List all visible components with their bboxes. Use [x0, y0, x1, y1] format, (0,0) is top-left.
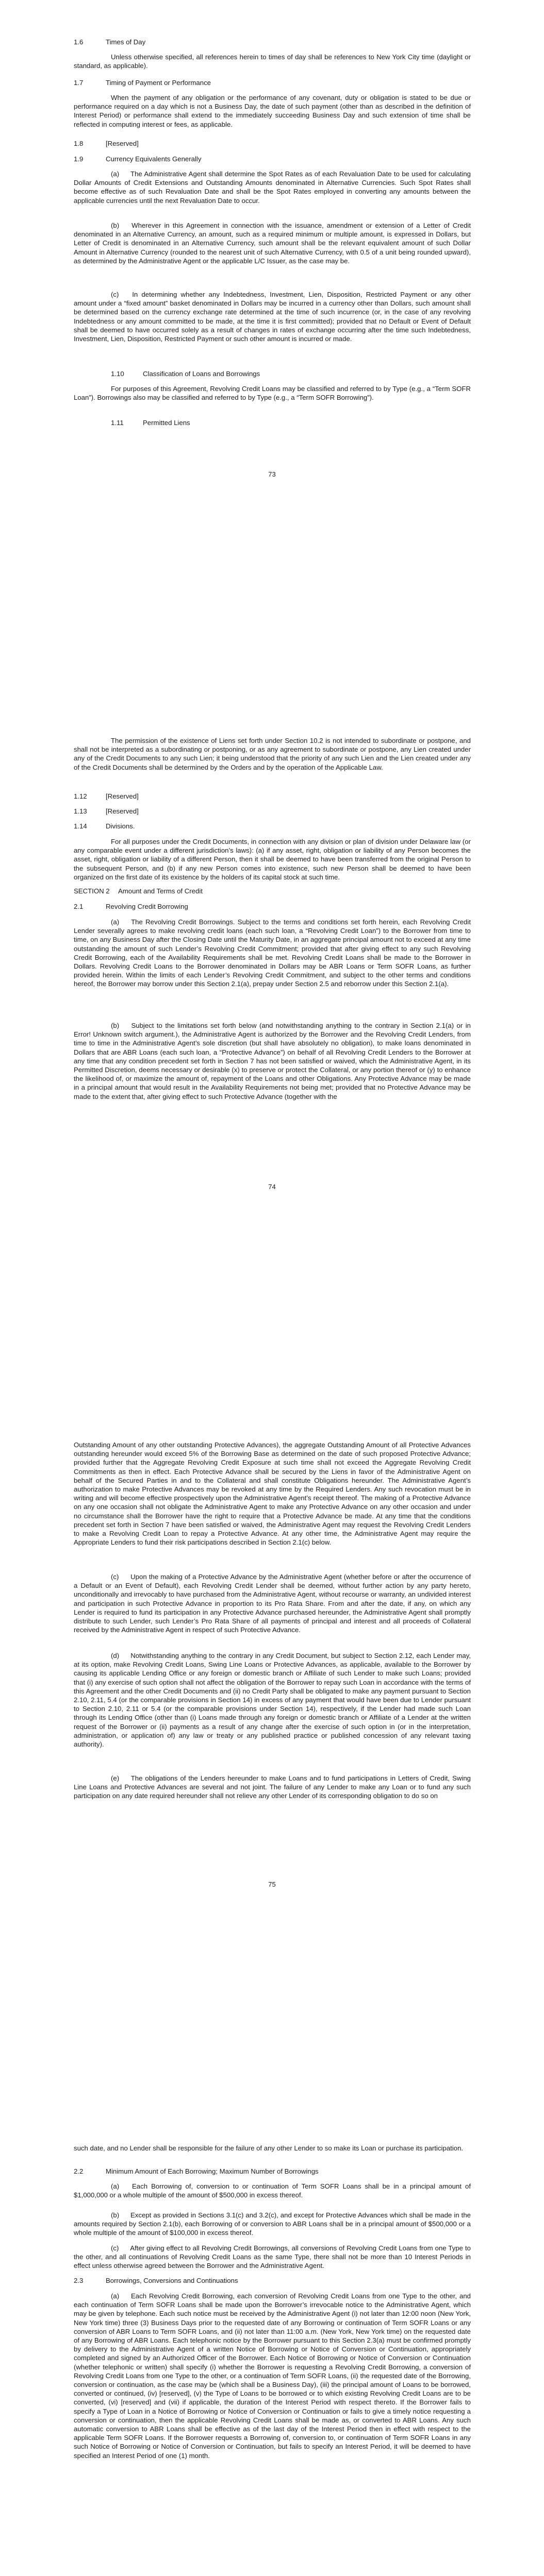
section-heading: [74, 822, 135, 831]
paragraph: When the payment of any obligation or the performance of any covenant, duty or obligation is stated to be due or performance required on a day which is not a Business Day, the date of such payment (other than as described in the definition of Interest Period) or performance shall extend to the immediately succeeding Business Day and such extension of time shall be reflected in computing interest or fees, as applicable.: [74, 94, 471, 128]
paragraph-label: (b): [111, 222, 120, 229]
paragraph: [74, 221, 471, 265]
page-75: [0, 1406, 544, 2110]
section-number: 1.9: [74, 155, 84, 163]
section-title: Permitted Liens: [143, 419, 190, 427]
paragraph-text: Each Revolving Credit Borrowing, each conversion of Revolving Credit Loans from one Type to the other, and each continuation of Term SOFR Loans shall be made upon the Borrower’s irrevocable notice to the Administrative Agent, which may be given by telephone. Each such notice must be received by the Administrative Agent (i) not later than 12:00 noon (New York, New York time) three (3) Business Days prior to the requested date of any Borrowing or continuation of Term SOFR Loans or any conversion of ABR Loans to Term SOFR Loans, and (ii) not later than 11:00 a.m. (New York, New York time) on the requested date of any Borrowing of ABR Loans. Each telephonic notice by the Borrower pursuant to this Section 2.3(a) must be confirmed promptly by delivery to the Administrative Agent of a written Notice of Borrowing or Notice of Conversion or Continuation, appropriately completed and signed by an Authorized Officer of the Borrower. Each Notice of Borrowing or Notice of Conversion or Continuation (whether telephonic or written) shall specify (i) whether the Borrower is requesting a Revolving Credit Borrowing, a conversion of Revolving Credit Loans from one Type to the other, or a continuation of Term SOFR Loans, (ii) the requested date of the Borrowing, conversion or continuation, as the case may be (which shall be a Business Day), (iii) the principal amount of Loans to be borrowed, converted or continued, (iv) [reserved], (v) the Type of Loans to be borrowed or to which existing Revolving Credit Loans are to be converted, (vi) [reserved] and (vii) if applicable, the duration of the Interest Period with respect thereto. If the Borrower fails to specify a Type of Loan in a Notice of Borrowing or Notice of Conversion or Continuation or fails to give a timely notice requesting a conversion or continuation, then the applicable Revolving Credit Loans shall be made as, or converted to ABR Loans. Any such automatic conversion to ABR Loans shall be effective as of the last day of the Interest Period then in effect with respect to the applicable Term SOFR Loans. If the Borrower requests a Borrowing of, conversion to, or continuation of Term SOFR Loans in any such Notice of Borrowing or Notice of Conversion or Continuation, but fails to specify an Interest Period, it will be deemed to have specified an Interest Period of one (1) month.: [74, 2292, 471, 2460]
section-title: Times of Day: [106, 38, 146, 46]
paragraph-label: (a): [111, 2182, 120, 2190]
section-title: Divisions.: [106, 822, 135, 830]
section-number: 1.6: [74, 38, 84, 46]
section-title: [Reserved]: [106, 792, 139, 800]
paragraph-label: (e): [111, 1774, 120, 1782]
section-heading: [111, 369, 260, 378]
section-number: 1.12: [74, 792, 87, 800]
section-number: 2.2: [74, 2167, 84, 2175]
section-number: 1.10: [111, 370, 124, 378]
section-title: [Reserved]: [106, 807, 139, 815]
section-number: 1.14: [74, 822, 87, 830]
paragraph: [74, 290, 471, 343]
page-73: [0, 0, 544, 703]
paragraph-text: Upon the making of a Protective Advance by the Administrative Agent (whether before or after the occurrence of a Default or an Event of Default), each Revolving Credit Lender shall be deemed, without further action by any party hereto, unconditionally and irrevocably to have purchased from the Administrative Agent, without recourse or warranty, an undivided interest and participation in such Protective Advance in proportion to its Pro Rata Share. From and after the date, if any, on which any Lender is required to fund its participation in any Protective Advance purchased hereunder, the Administrative Agent shall promptly distribute to such Lender, such Lender’s Pro Rata Share of all payments of principal and interest and all proceeds of Collateral received by the Administrative Agent in respect of such Protective Advance.: [74, 1573, 471, 1634]
paragraph-label: (d): [111, 1652, 120, 1659]
paragraph: [74, 1651, 471, 1749]
section-heading: [74, 792, 139, 801]
paragraph: [74, 1021, 471, 1101]
paragraph-text: Subject to the limitations set forth below (and notwithstanding anything to the contrary in Section 2.1(a) or in Error! Unknown switch argument.), the Administrative Agent is authorized by the Borrower and the Revolving Credit Lenders, from time to time in the Administrative Agent’s sole discretion (but shall have absolutely no obligation), to make loans denominated in Dollars that are ABR Loans (each such loan, a “Protective Advance”) on behalf of all Revolving Credit Lenders to the Borrower at any time that any condition precedent set forth in Section 7 has not been satisfied or waived, which the Administrative Agent, in its Permitted Discretion, deems necessary or desirable (x) to preserve or protect the Collateral, or any portion thereof or (y) to enhance the likelihood of, or maximize the amount of, repayment of the Loans and other Obligations. Any Protective Advance may be made in a principal amount that would result in the Availability Requirements not being met; provided that no Protective Advance may be made to the extent that, after giving effect to such Protective Advance (together with the: [74, 1022, 471, 1100]
section-number: 2.3: [74, 2277, 84, 2284]
paragraph-text: In determining whether any Indebtedness, Investment, Lien, Disposition, Restricted Payment or any other amount under a “fixed amount” basket denominated in Dollars may be incurred in a currency other than Dollars, such amount shall be determined based on the currency exchange rate determined at the time of such incurrence (or, in the case of any revolving Indebtedness or any amount committed to be made, at the time it is first committed); provided that no Default or Event of Default shall be deemed to have occurred solely as a result of changes in rates of exchange occurring after the time such Indebtedness, Investment, Lien, Disposition, Restricted Payment or such other amount is incurred or made.: [74, 291, 471, 343]
paragraph: For purposes of this Agreement, Revolving Credit Loans may be classified and referred to by Type (e.g., a “Term SOFR Loan”). Borrowings also may be classified and referred to by Type (e.g., a “Term SOFR Borrowing”).: [74, 385, 471, 402]
paragraph-label: (a): [111, 2292, 120, 2300]
paragraph: [74, 2244, 471, 2270]
section-number: 1.8: [74, 140, 84, 147]
page-number: 74: [268, 1183, 276, 1191]
section-heading: [74, 2276, 238, 2285]
section-heading: [74, 139, 139, 148]
paragraph-text: Wherever in this Agreement in connection with the issuance, amendment or extension of a Letter of Credit denominated in an Alternative Currency, an amount, such as a required minimum or multiple amount, is expressed in Dollars, but Letter of Credit is denominated in an Alternative Currency, such amount shall be the relevant equivalent amount of such Dollar Amount in Alternative Currency (rounded to the nearest unit of such Alternative Currency, with 0.5 of a unit being rounded upward), as determined by the Administrative Agent or the applicable L/C Issuer, as the case may be.: [74, 222, 471, 265]
section-heading: [111, 418, 190, 427]
paragraph-text: Notwithstanding anything to the contrary in any Credit Document, but subject to Section 2.12, each Lender may, at its option, make Revolving Credit Loans, Swing Line Loans or Protective Advances, as applicable, available to the Borrower by causing its applicable Lending Office or any foreign or domestic branch or Affiliate of such Lender to make such Loans; provided that (i) any exercise of such option shall not affect the obligation of the Borrower to repay such Loan in accordance with the terms of this Agreement and the other Credit Documents and (ii) no Credit Party shall be obligated to make any payment pursuant to Section 2.10, 2.11, 5.4 (or the comparable provisions in Section 14) in excess of any payment that would have been due to Lender pursuant to Section 2.10, 2.11 or 5.4 (or the comparable provisions under Section 14), respectively, if the Lender had made such Loan through its Lending Office (other than (i) Loans made through any foreign or domestic branch or Affiliate of a Lender at the written request of the Borrower or (ii) payments as a result of any change after the exercise of such option in (or in the interpretation, administration, or application of) any law or treaty or any published practice or published concession of any relevant taxing authority).: [74, 1652, 471, 1749]
paragraph: [74, 2182, 471, 2199]
paragraph: The permission of the existence of Liens set forth under Section 10.2 is not intended to subordinate or postpone, and shall not be interpreted as a subordinating or postponing, or as any agreement to subordinate or postpone, any Lien created under any of the Credit Documents to any such Lien; it being understood that the priority of any such Lien and the Lien created under any of the Credit Documents shall be determined by the Orders and by the operation of the Applicable Law.: [74, 737, 471, 771]
paragraph-label: (a): [111, 170, 120, 178]
paragraph: [74, 1774, 471, 1801]
paragraph: [74, 918, 471, 989]
paragraph: For all purposes under the Credit Documents, in connection with any division or plan of division under Delaware law (or any comparable event under a different jurisdiction’s laws): (a) if any asset, right, obligation or liability of any Person becomes the asset, right, obligation or liability of a different Person, then it shall be deemed to have been transferred from the original Person to the subsequent Person, and (b) if any new Person comes into existence, such new Person shall be deemed to have been organized on the first date of its existence by the holders of its capital stock at such time.: [74, 838, 471, 881]
paragraph: [74, 170, 471, 205]
section-title: Borrowings, Conversions and Continuations: [106, 2277, 238, 2284]
section-heading: [74, 78, 211, 87]
paragraph-text: Except as provided in Sections 3.1(c) and 3.2(c), and except for Protective Advances which shall be made in the amounts required by Section 2.1(b), each Borrowing of or conversion to ABR Loans shall be in a principal amount of $500,000 or a whole multiple of the amount of $100,000 in excess thereof.: [74, 2211, 471, 2237]
section-number: SECTION 2: [74, 887, 110, 895]
paragraph: such date, and no Lender shall be responsible for the failure of any other Lender to so make its Loan or purchase its participation.: [74, 2144, 464, 2152]
section-number: 2.1: [74, 903, 84, 910]
section-title: Classification of Loans and Borrowings: [143, 370, 260, 378]
paragraph-text: After giving effect to all Revolving Credit Borrowings, all conversions of Revolving Credit Loans from one Type to the other, and all continuations of Revolving Credit Loans as the same Type, there shall not be more than 10 Interest Periods in effect unless otherwise agreed between the Borrower and the Administrative Agent.: [74, 2244, 471, 2270]
section-heading: [74, 902, 188, 911]
section-number: 1.7: [74, 79, 84, 87]
paragraph-label: (b): [111, 1022, 120, 1029]
paragraph: [74, 2211, 471, 2238]
page-number: 73: [268, 470, 276, 478]
paragraph-text: The Revolving Credit Borrowings. Subject to the terms and conditions set forth herein, each Revolving Credit Lender severally agrees to make revolving credit loans (each such loan, a “Revolving Credit Loan”) to the Borrower from time to time, on any Business Day after the Closing Date until the Maturity Date, in an aggregate principal amount not to exceed at any time outstanding the amount of such Lender’s Revolving Credit Commitment; provided that after giving effect to any such Revolving Credit Borrowing, each of the Availability Requirements shall be met. Revolving Credit Loans shall be made to the Borrower in Dollars. Revolving Credit Loans to the Borrower denominated in Dollars may be ABR Loans or Term SOFR Loans, as further provided herein. Within the limits of each Lender’s Revolving Credit Commitment, and subject to the other terms and conditions hereof, the Borrower may borrow under this Section 2.1(a), prepay under Section 2.5 and reborrow under this Section 2.1(a).: [74, 918, 471, 988]
section-heading: [74, 887, 203, 895]
page-76: [0, 2110, 544, 2576]
paragraph: [74, 2292, 471, 2460]
paragraph-text: The obligations of the Lenders hereunder to make Loans and to fund participations in Letters of Credit, Swing Line Loans and Protective Advances are several and not joint. The failure of any Lender to make any Loan or to fund any such participation on any date required hereunder shall not relieve any other Lender of its corresponding obligation to do so on: [74, 1774, 471, 1800]
section-title: [Reserved]: [106, 140, 139, 147]
paragraph: Outstanding Amount of any other outstanding Protective Advances), the aggregate Outstanding Amount of all Protective Advances outstanding hereunder would exceed 5% of the Borrowing Base as determined on the date of such proposed Protective Advance; provided further that the Aggregate Revolving Credit Exposure at such time shall not exceed the Aggregate Revolving Credit Commitments as then in effect. Each Protective Advance shall be secured by the Liens in favor of the Administrative Agent on behalf of the Secured Parties in and to the Collateral and shall constitute Obligations hereunder. The Administrative Agent’s authorization to make Protective Advances may be revoked at any time by the Required Lenders. Any such revocation must be in writing and will become effective prospectively upon the Administrative Agent’s receipt thereof. The making of a Protective Advance on any one occasion shall not obligate the Administrative Agent to make any Protective Advance on any other occasion and under no circumstance shall the Borrower have the right to require that a Protective Advance be made. At any time that the conditions precedent set forth in Section 7 have been satisfied or waived, the Administrative Agent may request the Revolving Credit Lenders to make a Revolving Credit Loan to repay a Protective Advance. At any other time, the Administrative Agent may require the Appropriate Lenders to fund their risk participations described in Section 2.1(c) below.: [74, 1441, 471, 1547]
paragraph: [74, 1572, 471, 1634]
section-number: 1.11: [111, 419, 124, 427]
page-number: 75: [268, 1880, 276, 1888]
paragraph-label: (c): [111, 291, 119, 298]
paragraph-label: (c): [111, 2244, 119, 2252]
paragraph-text: Each Borrowing of, conversion to or continuation of Term SOFR Loans shall be in a principal amount of $1,000,000 or a whole multiple of the amount of $500,000 in excess thereof.: [74, 2182, 471, 2199]
section-title: Minimum Amount of Each Borrowing; Maximum Number of Borrowings: [106, 2167, 319, 2175]
section-title: Currency Equivalents Generally: [106, 155, 202, 163]
paragraph-text: The Administrative Agent shall determine the Spot Rates as of each Revaluation Date to be used for calculating Dollar Amounts of Credit Extensions and Outstanding Amounts denominated in Alternative Currencies. Such Spot Rates shall become effective as of such Revaluation Date and shall be the Spot Rates employed in converting any amounts between the applicable currencies until the next Revaluation Date to occur.: [74, 170, 471, 205]
section-heading: [74, 807, 139, 816]
paragraph-label: (c): [111, 1573, 119, 1581]
section-title: Amount and Terms of Credit: [118, 887, 203, 895]
section-heading: [74, 38, 145, 46]
paragraph: Unless otherwise specified, all references herein to times of day shall be references to New York City time (daylight or standard, as applicable).: [74, 53, 471, 70]
page-74: [0, 703, 544, 1406]
section-heading: [74, 2167, 319, 2176]
section-number: 1.13: [74, 807, 87, 815]
paragraph-label: (a): [111, 918, 120, 926]
paragraph-label: (b): [111, 2211, 120, 2219]
section-title: Revolving Credit Borrowing: [106, 903, 188, 910]
section-title: Timing of Payment or Performance: [106, 79, 211, 87]
section-heading: [74, 155, 201, 163]
